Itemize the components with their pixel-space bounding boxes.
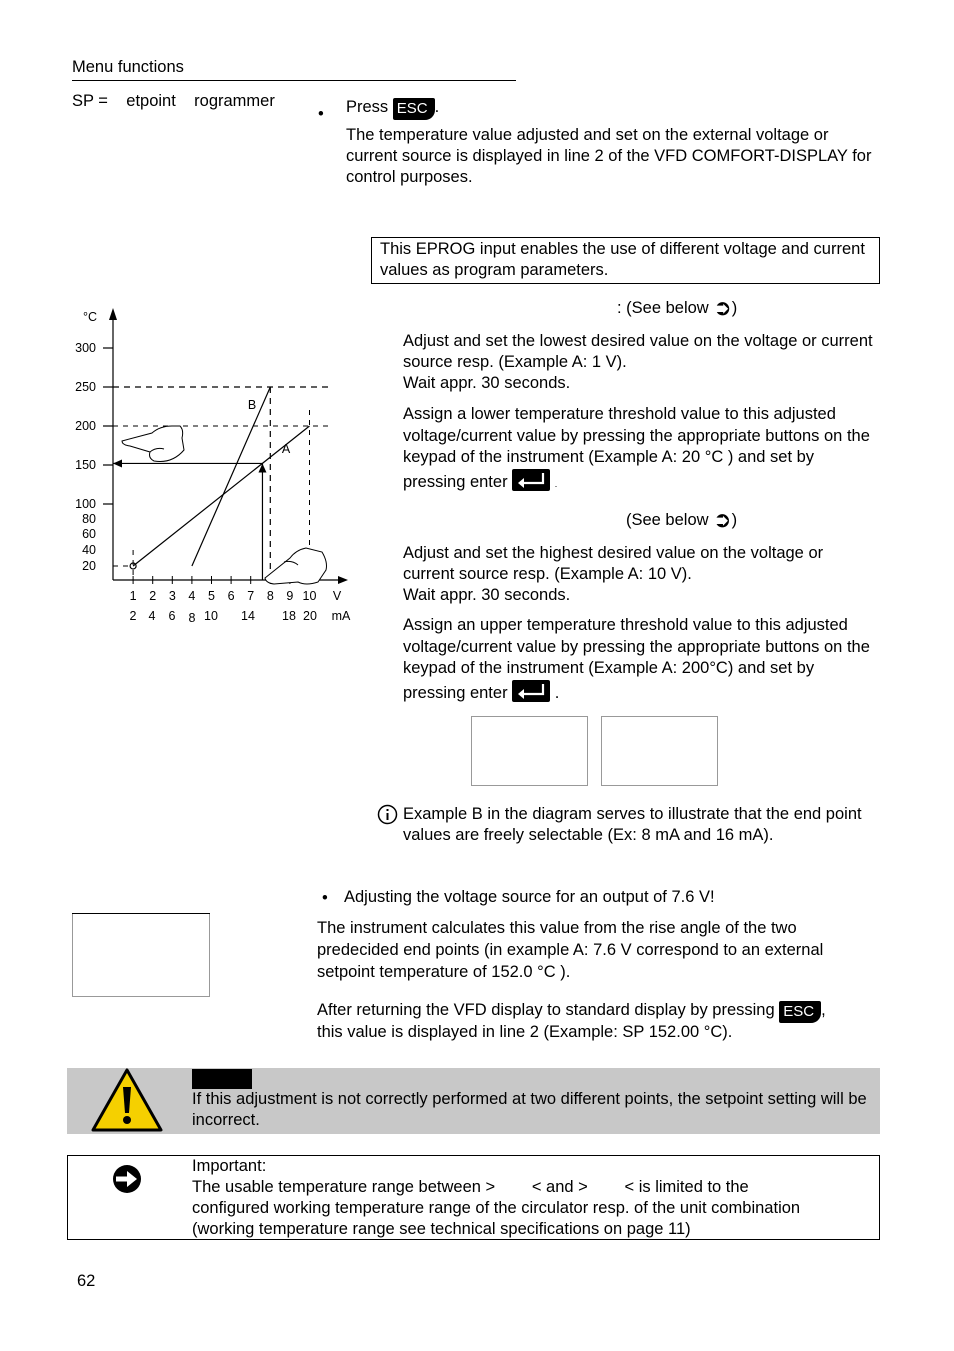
display-box-right [601,716,718,786]
voltage-text-c: this value is displayed in line 2 (Example: SP 152.00 °C). [317,1023,733,1041]
annotation-h-arrow [113,459,122,467]
x-tick-label-ma: 2 [129,609,137,623]
x-unit-ma: mA [331,609,351,623]
sidebar-label: SP = etpoint rogrammer [72,92,275,110]
esc-key-icon: ESC [393,98,435,120]
x-tick-label-ma: 6 [168,609,176,623]
x-tick-label-v: 3 [168,589,176,603]
x-tick-label-ma: 10 [204,609,218,623]
x-tick-label-v: 10 [302,589,317,603]
step2-text-a: Adjust and set the highest desired value on the voltage or current source resp. (Example A: 10 V). [403,544,824,583]
y-tick-label: 300 [75,341,96,355]
y-tick-label: 60 [82,527,96,541]
x-unit-v: V [332,589,342,603]
x-tick-label-ma: 4 [148,609,156,623]
step1-wait: Wait appr. 30 seconds. [403,374,571,392]
arrow-right-icon: ➲ [713,507,732,532]
page-number: 62 [77,1272,96,1290]
voltage-text-b: After returning the VFD display to standard display by pressing ESC , [317,1000,887,1023]
info-note-text: Example B in the diagram serves to illustrate that the end point values are freely selectable (Ex: 8 mA and 16 mA). [403,805,862,844]
pointing-hand-icon [265,548,327,584]
arrow-right-icon [111,1163,143,1200]
voltage-bullet-text: Adjusting the voltage source for an output of 7.6 V! [344,888,715,906]
esc-step-description: The temperature value adjusted and set on the external voltage or current source is displayed in line 2 of the VFD COMFORT-DISPLAY for control purposes. [346,126,872,186]
x-tick-label-v: 8 [266,589,274,603]
x-axis-arrow [338,576,348,584]
x-tick-label-v: 1 [129,589,137,603]
warning-triangle-icon [91,1067,163,1138]
y-tick-label: 40 [82,543,96,557]
enter-key-icon [512,680,550,702]
display-box-small [72,913,210,997]
pointing-hand-icon [122,426,184,462]
important-line2: configured working temperature range of the circulator resp. of the unit combination [192,1199,801,1217]
x-tick-label-v: 4 [188,589,196,603]
x-tick-label-ma: 18 [282,609,296,623]
setpoint-chart [60,300,370,640]
x-tick-label-ma: 14 [241,609,255,623]
x-tick-label-v: 5 [208,589,215,603]
y-tick-label: 20 [82,559,96,573]
header-rule [72,80,516,81]
voltage-text-a: The instrument calculates this value from the rise angle of the two predecided end points (in example A: 7.6 V correspond to an external setpoint temperature of 152.0 °C ). [317,919,824,981]
enter-key-icon [512,469,550,491]
important-line3: (working temperature range see technical specifications on page 11) [192,1220,691,1238]
warning-label-bar [192,1069,252,1089]
y-tick-label: 80 [82,512,96,526]
important-title: Important: [192,1157,267,1175]
y-tick-label: 250 [75,380,96,394]
display-box-left [471,716,588,786]
esc-step: Press ESC . [346,97,876,120]
series-label-A: A [281,442,291,456]
eprog-note-text: This EPROG input enables the use of different voltage and current values as program parameters. [380,240,865,279]
x-tick-label-v: 2 [149,589,157,603]
series-label-B: B [247,398,257,412]
series-line-B [192,387,270,566]
step1-text-a: Adjust and set the lowest desired value on the voltage or current source resp. (Example A: 1 V). [403,332,873,371]
press-label: Press [346,98,389,116]
arrow-right-icon: ➲ [713,295,732,320]
step1-text-b: Assign a lower temperature threshold value to this adjusted voltage/current value by pressing the appropriate buttons on the keypad of the instrument (Example A: 20 °C ) and set by pressing enter . [403,405,870,491]
x-tick-label-ma: 20 [303,609,317,623]
y-axis-arrow [109,308,117,320]
esc-key-icon: ESC [779,1001,821,1023]
x-tick-label-v: 7 [247,589,255,603]
info-icon [377,804,398,830]
page-header-title: Menu functions [72,58,184,76]
step2-see-below: (See below ➲) [626,507,738,532]
step1-see-below: : (See below ➲) [617,295,738,320]
y-tick-label: 150 [75,458,96,472]
x-tick-label-v: 6 [227,589,235,603]
bullet-dot: • [318,105,324,123]
important-line1: The usable temperature range between > < and > < is limited to the [192,1178,749,1196]
x-tick-label-ma: 8 [188,611,196,625]
step2-text-b: Assign an upper temperature threshold value to this adjusted voltage/current value by pressing the appropriate buttons on the keypad of the instrument (Example A: 200°C) and set by pressing enter . [403,616,870,702]
warning-text: If this adjustment is not correctly performed at two different points, the setpoint setting will be incorrect. [192,1090,867,1129]
y-tick-label: 100 [75,497,96,511]
y-tick-label: 200 [75,419,96,433]
x-tick-label-v: 9 [286,589,294,603]
step2-wait: Wait appr. 30 seconds. [403,586,571,604]
y-axis-unit: °C [83,310,98,324]
bullet-dot: • [322,889,328,907]
